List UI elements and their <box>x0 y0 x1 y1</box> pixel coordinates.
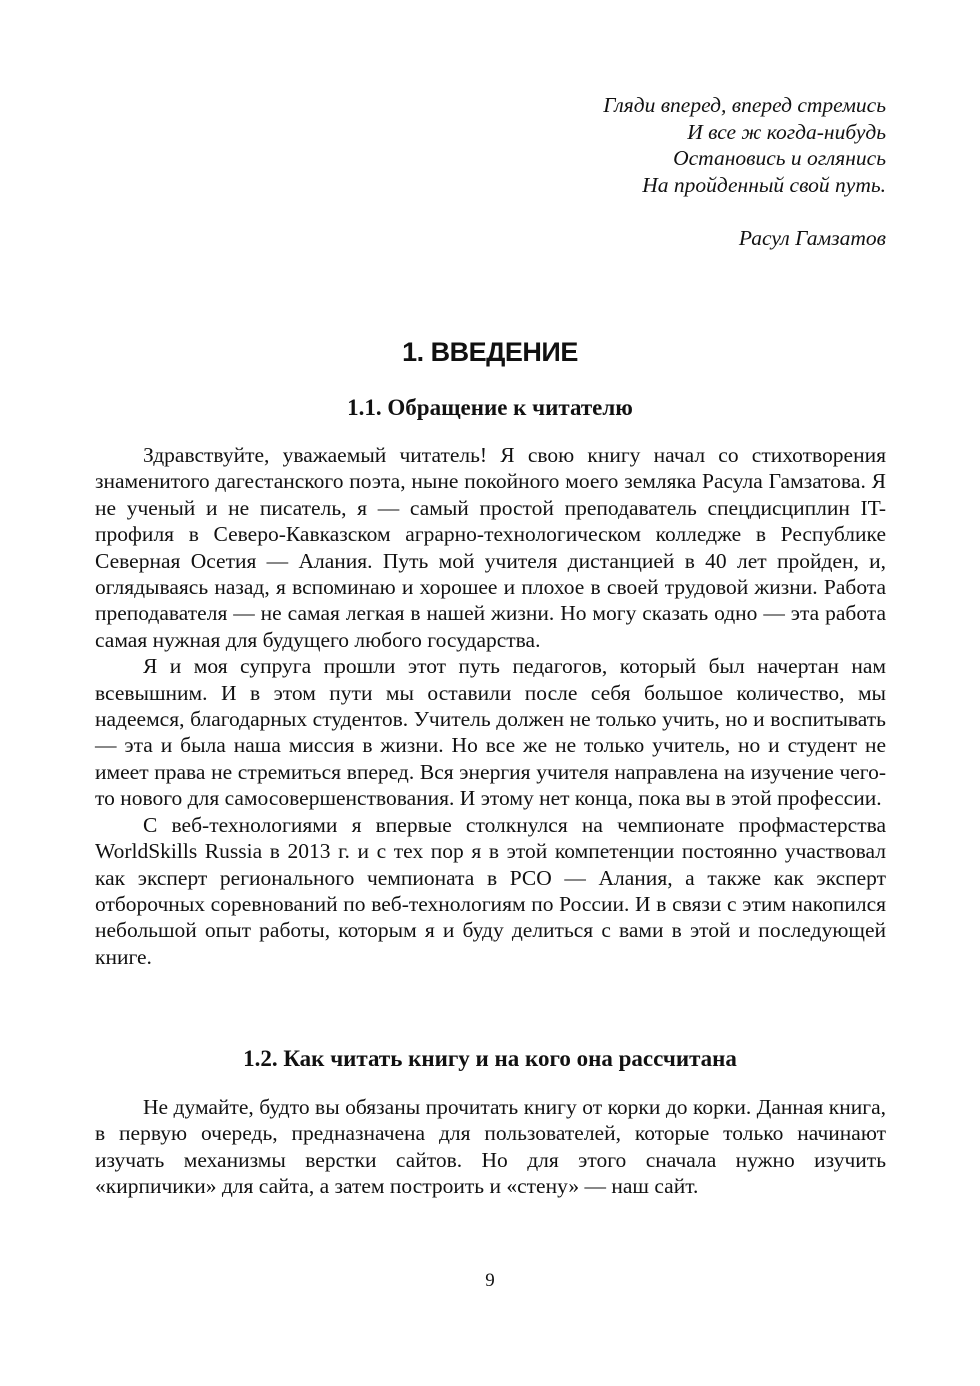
epigraph <box>466 92 886 252</box>
epigraph-line: Гляди вперед, вперед стремись <box>603 93 886 117</box>
epigraph-line: И все ж когда-нибудь <box>687 119 886 144</box>
paragraph: Я и моя супруга прошли этот путь педагогов, который был начертан нам всевышним. И в этом пути мы оставили после себя большое количество, мы надеемся, благодарных студентов. Учитель должен не только учить, но и воспитывать — эта и была наша миссия в жизни. Но все же не только учитель, но и студент не имеет права не стремиться вперед. Вся энергия учителя направлена на изучение чего-то нового для самосовершенствования. И этому нет конца, пока вы в этой профессии. <box>95 654 886 811</box>
paragraph: С веб-технологиями я впервые столкнулся на чемпионате профмастерства WorldSkills Russia в 2013 г. и с тех пор я в этой компетенции постоянно участвовал как эксперт регионального чемпионата в РСО — Алания, а также как эксперт отборочных соревнований по веб-технологиям по России. И в связи с этим накопился небольшой опыт работы, которым я и буду делиться с вами в этой и последующей книге. <box>95 812 886 969</box>
section-title: 1.1. Обращение к читателю <box>347 395 633 420</box>
epigraph-line: На пройденный свой путь. <box>642 172 886 197</box>
page-number: 9 <box>485 1270 495 1291</box>
paragraph: Здравствуйте, уважаемый читатель! Я свою книгу начал со стихотворения знаменитого дагестанского поэта, ныне покойного моего земляка Расула Гамзатова. Я не ученый и не писатель, я — самый простой преподаватель спецдисциплин IT-профиля в Северо-Кавказском аграрно-технологическом колледже в Республике Северная Осетия — Алания. Путь мой учителя дистанцией в 40 лет пройден, и, оглядываясь назад, я вспоминаю и хорошее и плохое в своей трудовой жизни. Работа преподавателя — не самая легкая в нашей жизни. Но могу сказать одно — эта работа самая нужная для будущего любого государства. <box>95 443 886 652</box>
paragraph: Не думайте, будто вы обязаны прочитать книгу от корки до корки. Данная книга, в первую очередь, предназначена для пользователей, которые только начинают изучать механизмы верстки сайтов. Но для этого сначала нужно изучить «кирпичики» для сайта, а затем построить и «стену» — наш сайт. <box>95 1095 886 1199</box>
epigraph-line: Остановись и оглянись <box>673 146 886 170</box>
section-title: 1.2. Как читать книгу и на кого она рассчитана <box>243 1046 737 1071</box>
chapter-title: 1. ВВЕДЕНИЕ <box>402 337 578 367</box>
epigraph-author: Расул Гамзатов <box>738 226 886 250</box>
section-body <box>95 442 886 970</box>
section-body <box>95 1094 886 1200</box>
